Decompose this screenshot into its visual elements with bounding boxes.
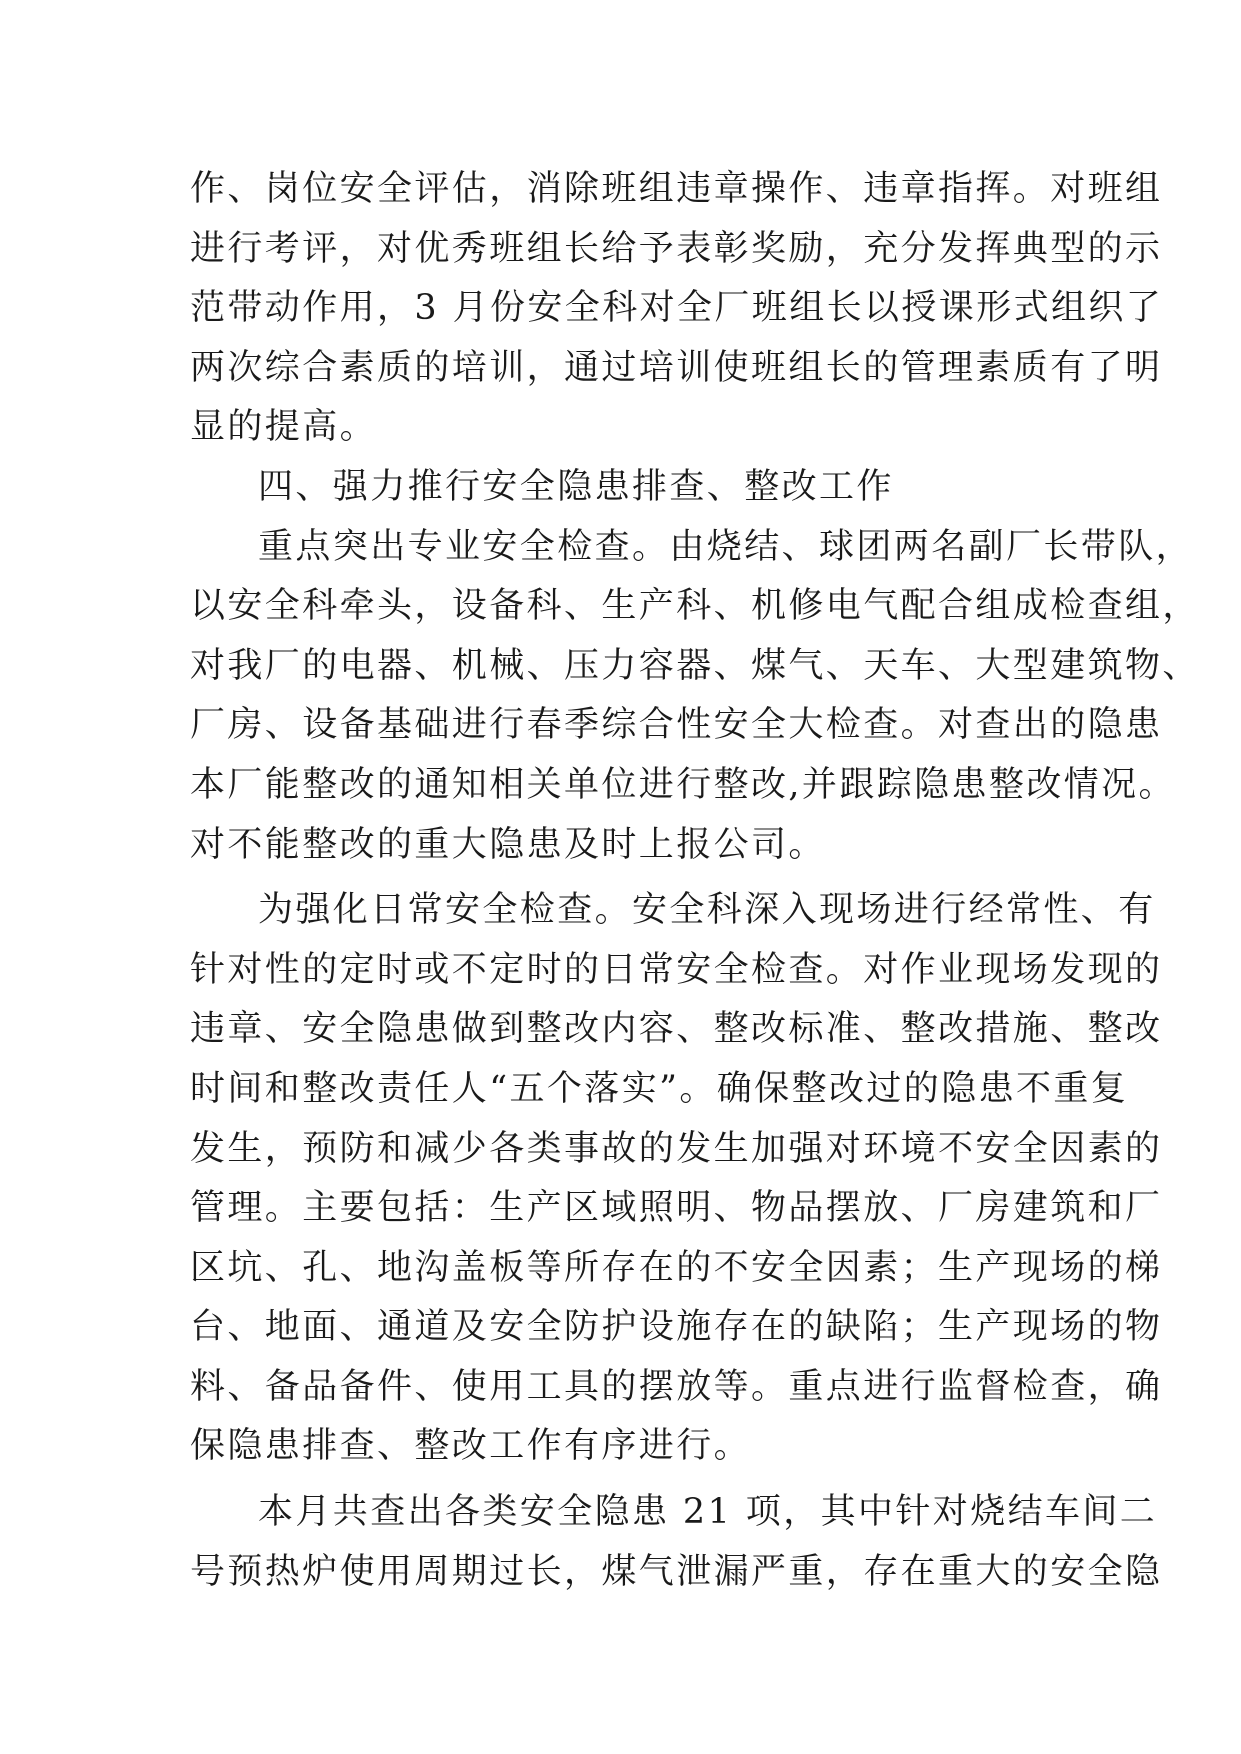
paragraph [190, 1483, 1163, 1602]
text-line: 管理。主要包括：生产区域照明、物品摆放、厂房建筑和厂 [190, 1188, 1163, 1229]
text-line: 违章、安全隐患做到整改内容、整改标准、整改措施、整改 [190, 1009, 1163, 1050]
text-line: 显的提高。 [190, 407, 378, 448]
text-line: 对不能整改的重大隐患及时上报公司。 [190, 824, 826, 865]
text-line: 对我厂的电器、机械、压力容器、煤气、天车、大型建筑物、 [190, 645, 1200, 686]
text-line: 范带动作用，3 月份安全科对全厂班组长以授课形式组织了 [190, 288, 1164, 329]
text-line: 台、地面、通道及安全防护设施存在的缺陷；生产现场的物 [190, 1307, 1163, 1348]
text-line: 针对性的定时或不定时的日常安全检查。对作业现场发现的 [190, 949, 1163, 990]
text-line: 保隐患排查、整改工作有序进行。 [190, 1426, 752, 1467]
text-line: 发生，预防和减少各类事故的发生加强对环境不安全因素的 [190, 1128, 1163, 1169]
document-body [190, 160, 1200, 1602]
text-line: 号预热炉使用周期过长，煤气泄漏严重，存在重大的安全隐 [190, 1551, 1163, 1592]
text-line: 为强化日常安全检查。安全科深入现场进行经常性、有 [258, 890, 1156, 931]
text-line: 本厂能整改的通知相关单位进行整改,并跟踪隐患整改情况。 [190, 764, 1176, 805]
text-line: 时间和整改责任人“五个落实”。确保整改过的隐患不重复 [190, 1068, 1129, 1109]
section-heading [190, 458, 1070, 518]
text-line: 以安全科牵头，设备科、生产科、机修电气配合组成检查组， [190, 586, 1200, 627]
text-line: 本月共查出各类安全隐患 21 项，其中针对烧结车间二 [258, 1492, 1158, 1533]
text-line: 厂房、设备基础进行春季综合性安全大检查。对查出的隐患 [190, 705, 1163, 746]
text-line: 两次综合素质的培训，通过培训使班组长的管理素质有了明 [190, 347, 1163, 388]
text-line: 重点突出专业安全检查。由烧结、球团两名副厂长带队， [258, 526, 1194, 567]
text-line: 进行考评，对优秀班组长给予表彰奖励，充分发挥典型的示 [190, 228, 1163, 269]
paragraph [190, 518, 1200, 876]
paragraph [190, 160, 1164, 458]
text-line: 区坑、孔、地沟盖板等所存在的不安全因素；生产现场的梯 [190, 1247, 1163, 1288]
heading-text: 四、强力推行安全隐患排查、整改工作 [258, 466, 894, 507]
text-line: 料、备品备件、使用工具的摆放等。重点进行监督检查，确 [190, 1366, 1163, 1407]
text-line: 作、岗位安全评估，消除班组违章操作、违章指挥。对班组 [190, 169, 1163, 209]
paragraph [190, 881, 1163, 1477]
